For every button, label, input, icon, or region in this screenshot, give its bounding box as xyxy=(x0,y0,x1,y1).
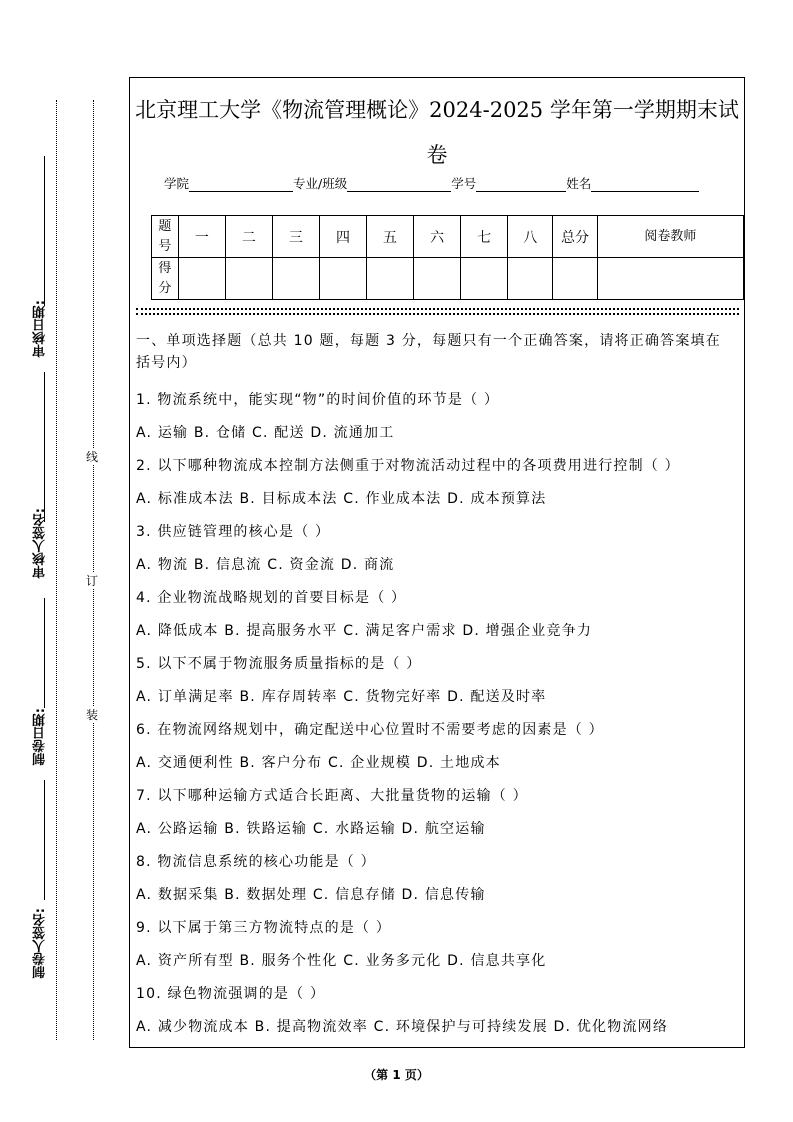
question-text: 10. 绿色物流强调的是（ ） xyxy=(136,986,326,1002)
score-cell[interactable] xyxy=(178,258,225,300)
question-number-label: 题号 xyxy=(152,216,179,258)
question-options: A. 交通便利性 B. 客户分布 C. 企业规模 D. 土地成本 xyxy=(136,755,501,771)
col-header: 六 xyxy=(414,216,461,258)
question-text: 3. 供应链管理的核心是（ ） xyxy=(136,524,331,540)
question-section xyxy=(136,330,736,1044)
question-text: 2. 以下哪种物流成本控制方法侧重于对物流活动过程中的各项费用进行控制（ ） xyxy=(136,458,680,474)
name-label: 姓名 xyxy=(566,176,592,191)
binding-signature-line xyxy=(44,372,45,522)
score-cell[interactable] xyxy=(367,258,414,300)
exam-title xyxy=(130,88,744,178)
question-options: A. 数据采集 B. 数据处理 C. 信息存储 D. 信息传输 xyxy=(136,887,486,903)
binding-signature-line xyxy=(44,598,45,708)
score-cell[interactable] xyxy=(461,258,508,300)
question-options: A. 标准成本法 B. 目标成本法 C. 作业成本法 D. 成本预算法 xyxy=(136,491,547,507)
exam-title-line1: 北京理工大学《物流管理概论》2024-2025 学年第一学期期末试 xyxy=(135,98,739,122)
score-table-header-row xyxy=(152,216,744,258)
question-options: A. 订单满足率 B. 库存周转率 C. 货物完好率 D. 配送及时率 xyxy=(136,689,547,705)
score-label: 得分 xyxy=(152,258,179,300)
name-field[interactable] xyxy=(591,177,699,192)
student-info-row xyxy=(164,174,699,192)
binding-mark-bind: 订 xyxy=(86,574,99,588)
major-class-label: 专业/班级 xyxy=(293,176,348,191)
binding-dotted-line xyxy=(56,100,57,1040)
binding-mark-staple: 装 xyxy=(86,708,99,722)
score-cell-grader[interactable] xyxy=(597,258,743,300)
col-header-total: 总分 xyxy=(553,216,597,258)
question-text: 7. 以下哪种运输方式适合长距离、大批量货物的运输（ ） xyxy=(136,788,528,804)
question-options: A. 资产所有型 B. 服务个性化 C. 业务多元化 D. 信息共享化 xyxy=(136,953,547,969)
col-header-grader: 阅卷教师 xyxy=(597,216,743,258)
question-options: A. 降低成本 B. 提高服务水平 C. 满足客户需求 D. 增强企业竞争力 xyxy=(136,623,593,639)
question-options: A. 公路运输 B. 铁路运输 C. 水路运输 D. 航空运输 xyxy=(136,821,486,837)
section-separator xyxy=(136,308,739,315)
student-id-field[interactable] xyxy=(476,177,566,192)
binding-signature-line xyxy=(44,780,45,900)
exam-frame xyxy=(129,77,745,1048)
binding-mark-line: 线 xyxy=(86,450,99,464)
question-options: A. 物流 B. 信息流 C. 资金流 D. 商流 xyxy=(136,557,395,573)
col-header: 三 xyxy=(272,216,319,258)
major-class-field[interactable] xyxy=(347,177,451,192)
binding-dotted-line xyxy=(93,100,94,1040)
question-text: 6. 在物流网络规划中，确定配送中心位置时不需要考虑的因素是（ ） xyxy=(136,722,604,738)
question-text: 5. 以下不属于物流服务质量指标的是（ ） xyxy=(136,656,422,672)
student-id-label: 学号 xyxy=(451,176,477,191)
exam-title-line2: 卷 xyxy=(426,143,448,167)
score-cell-total[interactable] xyxy=(553,258,597,300)
binding-signature-line xyxy=(44,156,45,306)
col-header: 二 xyxy=(225,216,272,258)
question-text: 8. 物流信息系统的核心功能是（ ） xyxy=(136,854,376,870)
question-options: A. 减少物流成本 B. 提高物流效率 C. 环境保护与可持续发展 D. 优化物流网络 xyxy=(136,1019,669,1035)
question-text: 1. 物流系统中，能实现“物”的时间价值的环节是（ ） xyxy=(136,392,500,408)
score-cell[interactable] xyxy=(319,258,366,300)
college-field[interactable] xyxy=(189,177,293,192)
compile-date-label: 制卷日期: xyxy=(33,708,48,766)
compiler-signature-label: 制卷人签名: xyxy=(33,908,48,979)
question-text: 4. 企业物流战略规划的首要目标是（ ） xyxy=(136,590,407,606)
score-table-score-row xyxy=(152,258,744,300)
review-date-label: 审核日期: xyxy=(33,300,48,358)
score-table xyxy=(151,215,744,300)
score-cell[interactable] xyxy=(414,258,461,300)
col-header: 四 xyxy=(319,216,366,258)
col-header: 一 xyxy=(178,216,225,258)
college-label: 学院 xyxy=(164,176,190,191)
col-header: 七 xyxy=(461,216,508,258)
section-heading: 一、单项选择题（总共 10 题，每题 3 分，每题只有一个正确答案，请将正确答案填在括号内） xyxy=(136,333,721,371)
reviewer-signature-label: 审核人签名: xyxy=(33,508,48,579)
question-options: A. 运输 B. 仓储 C. 配送 D. 流通加工 xyxy=(136,425,395,441)
score-cell[interactable] xyxy=(508,258,553,300)
score-cell[interactable] xyxy=(225,258,272,300)
page-number: （第 1 页） xyxy=(364,1068,429,1082)
col-header: 五 xyxy=(367,216,414,258)
question-text: 9. 以下属于第三方物流特点的是（ ） xyxy=(136,920,392,936)
col-header: 八 xyxy=(508,216,553,258)
score-cell[interactable] xyxy=(272,258,319,300)
